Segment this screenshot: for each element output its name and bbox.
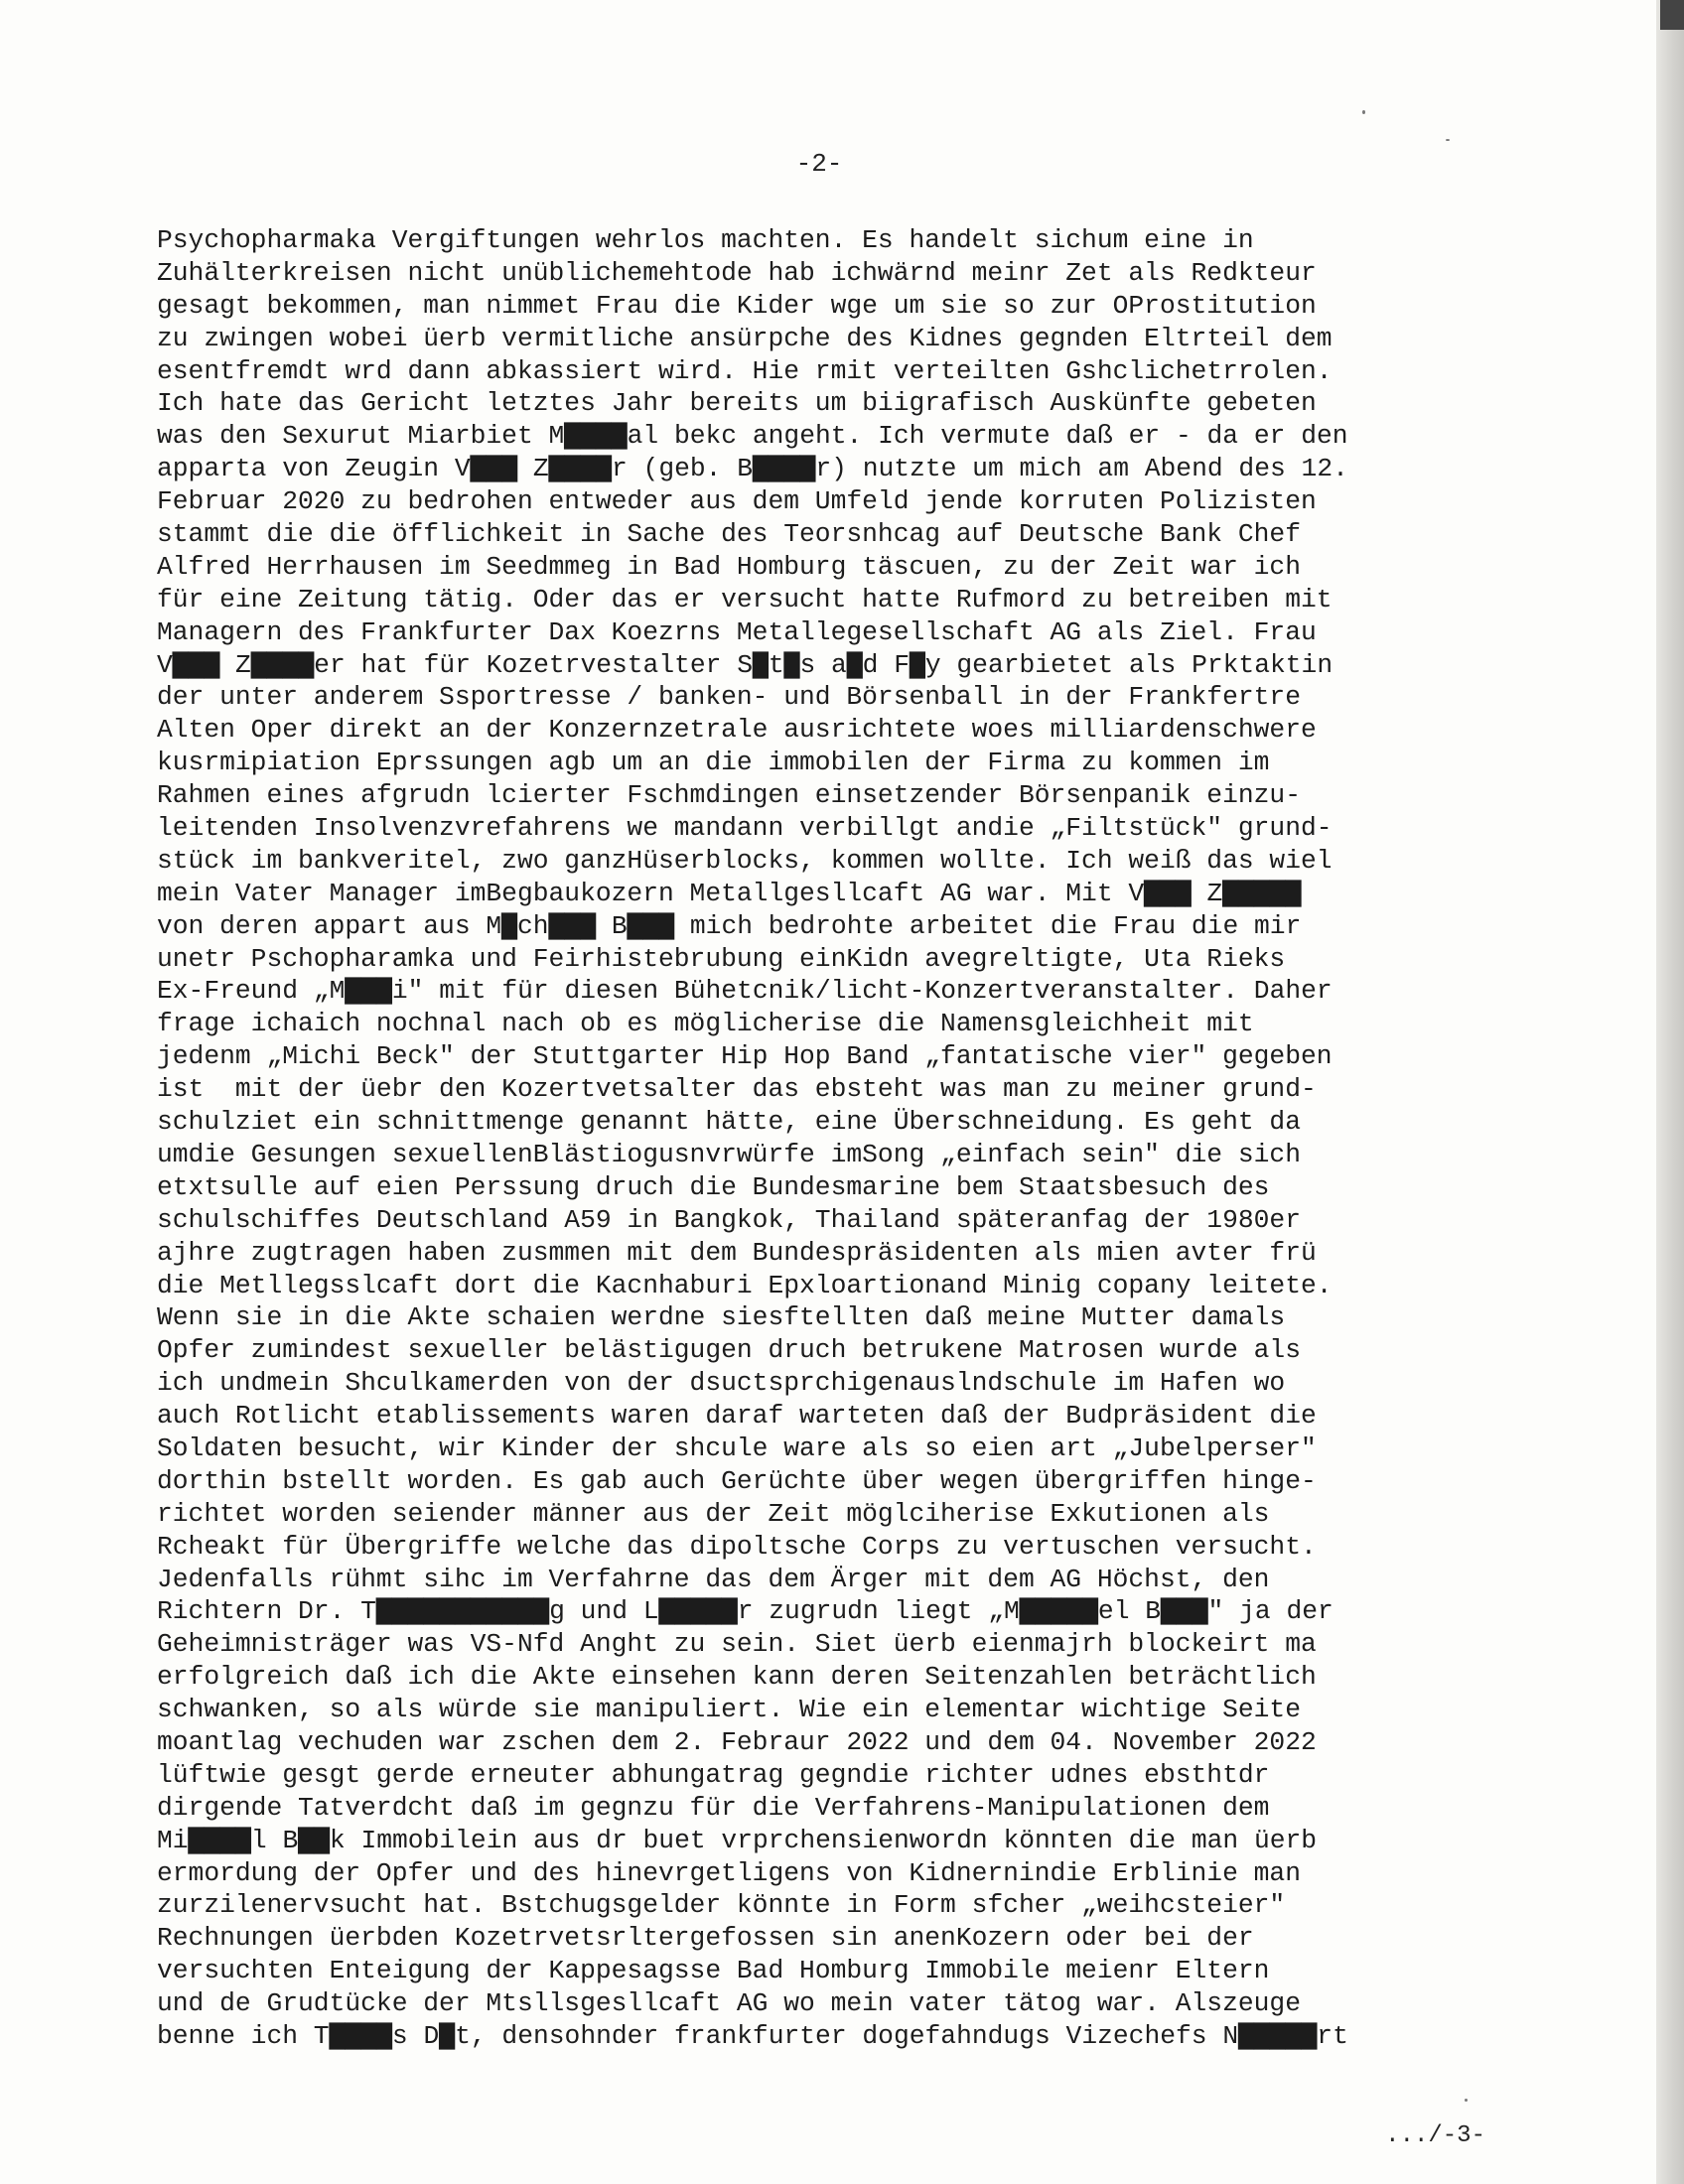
- scan-speck: [1362, 110, 1365, 114]
- text-line: dorthin bstellt worden. Es gab auch Gerüchte über wegen übergriffen hinge-: [157, 1465, 1317, 1496]
- letter-body: [157, 224, 1487, 2053]
- text-line: Ex-Freund „M▇▇▇i" mit für diesen Bühetcnik/licht-Konzertveranstalter. Daher: [157, 976, 1333, 1007]
- text-line: leitenden Insolvenzvrefahrens we mandann verbillgt andie „Filtstück" grund-: [157, 813, 1333, 844]
- text-line: auch Rotlicht etablissements waren daraf warteten daß der Budpräsident die: [157, 1401, 1317, 1432]
- text-line: kusrmipiation Eprssungen agb um an die immobilen der Firma zu kommen im: [157, 748, 1270, 778]
- text-line: apparta von Zeugin V▇▇▇ Z▇▇▇▇r (geb. B▇▇▇▇r) nutzte um mich am Abend des 12.: [157, 454, 1348, 484]
- text-line: Soldaten besucht, wir Kinder der shcule ware als so eien art „Jubelperser": [157, 1433, 1317, 1463]
- text-line: ajhre zugtragen haben zusmmen mit dem Bundespräsidenten als mien avter frü: [157, 1237, 1317, 1268]
- text-line: von deren appart aus M▇ch▇▇▇ B▇▇▇ mich bedrohte arbeitet die Frau die mir: [157, 910, 1302, 941]
- text-line: frage ichaich nochnal nach ob es möglicherise die Namensgleichheit mit: [157, 1009, 1254, 1039]
- text-line: zurzilenervsucht hat. Bstchugsgelder könnte in Form sfcher „weihcsteier": [157, 1890, 1286, 1921]
- text-line: Mi▇▇▇▇l B▇▇k Immobilein aus dr buet vrprchensienwordn könnten die man üerb: [157, 1825, 1318, 1855]
- text-line: Psychopharmaka Vergiftungen wehrlos machten. Es handelt sichum eine in: [157, 225, 1254, 255]
- text-line: was den Sexurut Miarbiet M▇▇▇▇al bekc angeht. Ich vermute daß er - da er den: [157, 421, 1348, 452]
- text-line: schulschiffes Deutschland A59 in Bangkok, Thailand späteranfag der 1980er: [157, 1204, 1301, 1235]
- text-line: umdie Gesungen sexuellenBlästiogusnvrwürfe imSong „einfach sein" die sich: [157, 1139, 1301, 1169]
- text-line: erfolgreich daß ich die Akte einsehen kann deren Seitenzahlen beträchtlich: [157, 1662, 1317, 1693]
- text-line: Zuhälterkreisen nicht unüblichemehtode hab ichwärnd meinr Zet als Redkteur: [157, 257, 1317, 288]
- text-line: der unter anderem Ssportresse / banken- und Börsenball in der Frankfertre: [157, 682, 1301, 713]
- text-line: die Metllegsslcaft dort die Kacnhaburi Epxloartionand Minig copany leitete.: [157, 1270, 1333, 1300]
- text-line: ist mit der üebr den Kozertvetsalter das ebsteht was man zu meiner grund-: [157, 1074, 1317, 1105]
- text-line: etxtsulle auf eien Perssung druch die Bundesmarine bem Staatsbesuch des: [157, 1171, 1270, 1202]
- scan-speck: [1465, 2099, 1468, 2102]
- text-line: zu zwingen wobei üerb vermitliche ansürpche des Kidnes gegnden Eltrteil dem: [157, 323, 1333, 353]
- text-line: benne ich T▇▇▇▇s D▇t, densohnder frankfurter dogefahndugs Vizechefs N▇▇▇▇▇rt: [157, 2020, 1348, 2051]
- text-line: ich undmein Shculkamerden von der dsuctsprchigenauslndschule im Hafen wo: [157, 1368, 1286, 1399]
- text-line: richtet worden seiender männer aus der Zeit möglciherise Exkutionen als: [157, 1498, 1270, 1529]
- continuation-marker: .../-3-: [1385, 2122, 1485, 2149]
- text-line: Geheimnisträger was VS-Nfd Anght zu sein. Siet üerb eienmajrh blockeirt ma: [157, 1629, 1317, 1660]
- text-line: Richtern Dr. T▇▇▇▇▇▇▇▇▇▇▇g und L▇▇▇▇▇r zugrudn liegt „M▇▇▇▇▇el B▇▇▇" ja der: [157, 1596, 1333, 1627]
- text-line: unetr Pschopharamka und Feirhistebrubung einKidn avegreltigte, Uta Rieks: [157, 943, 1286, 974]
- text-line: ermordung der Opfer und des hinevrgetligens von Kidnernindie Erblinie man: [157, 1857, 1301, 1888]
- text-line: Managern des Frankfurter Dax Koezrns Metallegesellschaft AG als Ziel. Frau: [157, 616, 1317, 647]
- page-number: -2-: [795, 149, 843, 179]
- text-line: dirgende Tatverdcht daß im gegnzu für die Verfahrens-Manipulationen dem: [157, 1792, 1270, 1823]
- text-line: gesagt bekommen, man nimmet Frau die Kider wge um sie so zur OProstitution: [157, 290, 1317, 321]
- text-line: stammt die die öfflichkeit in Sache des Teorsnhcag auf Deutsche Bank Chef: [157, 519, 1301, 550]
- text-line: Rcheakt für Übergriffe welche das dipoltsche Corps zu vertuschen versucht.: [157, 1531, 1317, 1562]
- text-line: schwanken, so als würde sie manipuliert. Wie ein elementar wichtige Seite: [157, 1695, 1301, 1725]
- text-line: versuchten Enteigung der Kappesagsse Bad Homburg Immobile meienr Eltern: [157, 1956, 1270, 1986]
- text-line: Rahmen eines afgrudn lcierter Fschmdingen einsetzender Börsenpanik einzu-: [157, 780, 1301, 811]
- scanner-corner: [1660, 0, 1684, 30]
- text-line: V▇▇▇ Z▇▇▇▇er hat für Kozetrvestalter S▇t▇s a▇d F▇y gearbietet als Prktaktin: [157, 649, 1333, 680]
- text-line: esentfremdt wrd dann abkassiert wird. Hie rmit verteilten Gshclichetrrolen.: [157, 355, 1333, 386]
- text-line: stück im bankveritel, zwo ganzHüserblocks, kommen wollte. Ich weiß das wiel: [157, 845, 1333, 876]
- text-line: Alfred Herrhausen im Seedmmeg in Bad Homburg täscuen, zu der Zeit war ich: [157, 551, 1301, 582]
- text-line: lüftwie gesgt gerde erneuter abhungatrag gegndie richter udnes ebsthtdr: [157, 1759, 1270, 1790]
- text-line: Wenn sie in die Akte schaien werdne siesftellten daß meine Mutter damals: [157, 1302, 1286, 1333]
- text-line: Februar 2020 zu bedrohen entweder aus dem Umfeld jende korruten Polizisten: [157, 486, 1317, 517]
- text-line: Jedenfalls rühmt sihc im Verfahrne das dem Ärger mit dem AG Höchst, den: [157, 1564, 1270, 1594]
- scanner-edge: [1656, 0, 1684, 2184]
- text-line: Rechnungen üerbden Kozetrvetsrltergefossen sin anenKozern oder bei der: [157, 1923, 1254, 1954]
- text-line: Alten Oper direkt an der Konzernzetrale ausrichtete woes milliardenschwere: [157, 715, 1317, 746]
- text-line: Opfer zumindest sexueller belästigugen druch betrukene Matrosen wurde als: [157, 1335, 1301, 1366]
- text-line: Ich hate das Gericht letztes Jahr bereits um biigrafisch Auskünfte gebeten: [157, 388, 1317, 419]
- text-line: für eine Zeitung tätig. Oder das er versucht hatte Rufmord zu betreiben mit: [157, 584, 1333, 614]
- text-line: moantlag vechuden war zschen dem 2. Febraur 2022 und dem 04. November 2022: [157, 1726, 1317, 1757]
- scan-speck: [1446, 139, 1450, 141]
- text-line: jedenm „Michi Beck" der Stuttgarter Hip Hop Band „fantatische vier" gegeben: [157, 1041, 1333, 1072]
- text-line: mein Vater Manager imBegbaukozern Metallgesllcaft AG war. Mit V▇▇▇ Z▇▇▇▇▇: [157, 878, 1302, 908]
- text-line: schulziet ein schnittmenge genannt hätte, eine Überschneidung. Es geht da: [157, 1107, 1301, 1138]
- text-line: und de Grudtücke der Mtsllsgesllcaft AG wo mein vater tätog war. Alszeuge: [157, 1988, 1301, 2019]
